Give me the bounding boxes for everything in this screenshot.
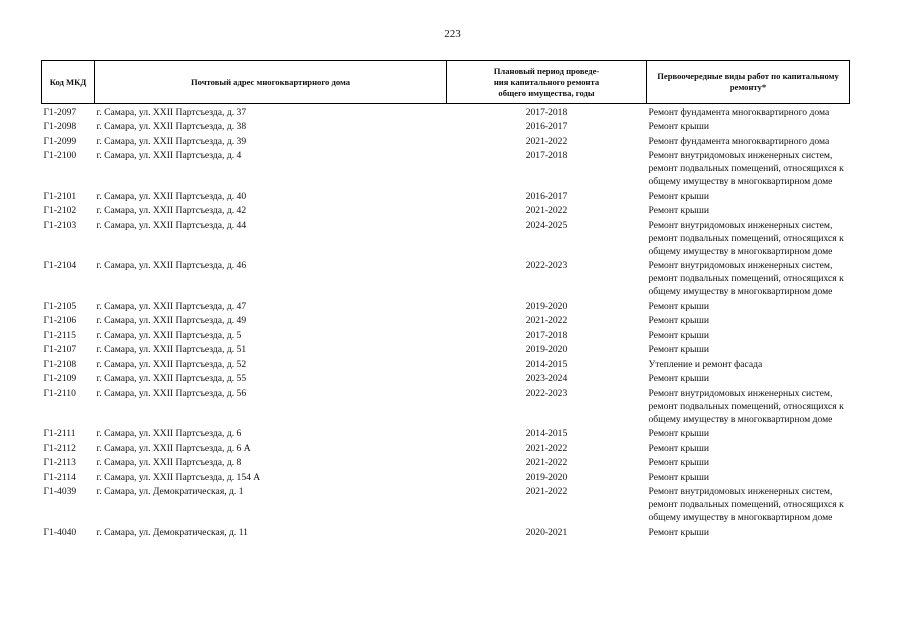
cell-address: г. Самара, ул. XXII Партсъезда, д. 42	[96, 205, 247, 216]
cell-works	[647, 313, 850, 328]
cell-code: Г1-2109	[43, 373, 77, 384]
cell-address: г. Самара, ул. XXII Партсъезда, д. 49	[96, 315, 247, 326]
cell-code: Г1-2113	[43, 457, 76, 468]
cell-works	[647, 188, 850, 203]
cell-code: Г1-2111	[43, 428, 76, 439]
cell-code: Г1-4039	[43, 486, 77, 497]
works-line: Ремонт крыши	[648, 344, 709, 355]
table-row	[42, 327, 850, 342]
header-period	[447, 61, 647, 104]
cell-period: 2020-2021	[525, 526, 568, 538]
table-row	[42, 440, 850, 455]
cell-code: Г1-2110	[43, 387, 76, 399]
table-row	[42, 469, 850, 484]
cell-works	[647, 385, 850, 426]
cell-period: 2017-2018	[525, 150, 568, 161]
cell-code: Г1-2097	[43, 106, 77, 118]
cell-works	[647, 469, 850, 484]
table-row	[42, 104, 850, 119]
cell-code: Г1-4040	[43, 526, 77, 538]
cell-works	[647, 524, 850, 539]
cell-works	[647, 148, 850, 189]
cell-works	[647, 455, 850, 470]
cell-works	[647, 440, 850, 455]
cell-address: г. Самара, ул. XXII Партсъезда, д. 4	[96, 150, 242, 161]
cell-period: 2021-2022	[525, 442, 568, 454]
table-row	[42, 385, 850, 426]
table-row	[42, 148, 850, 189]
cell-address: г. Самара, ул. XXII Партсъезда, д. 154 А	[96, 471, 261, 483]
header-period-line: общего имущества, годы	[498, 87, 595, 98]
cell-works	[647, 484, 850, 525]
cell-period: 2021-2022	[525, 205, 568, 216]
works-line: общему имуществу в многоквартирном доме	[648, 512, 833, 523]
cell-address: г. Самара, ул. XXII Партсъезда, д. 8	[96, 457, 242, 468]
cell-period: 2014-2015	[525, 428, 568, 439]
cell-period: 2022-2023	[525, 387, 568, 399]
cell-period: 2016-2017	[525, 190, 568, 202]
works-line: Ремонт внутридомовых инженерных систем,	[648, 219, 833, 231]
table-row	[42, 356, 850, 371]
cell-address: г. Самара, ул. Демократическая, д. 1	[96, 486, 244, 497]
works-line: Ремонт крыши	[648, 315, 709, 326]
cell-address: г. Самара, ул. XXII Партсъезда, д. 37	[96, 106, 247, 118]
cell-address: г. Самара, ул. XXII Партсъезда, д. 55	[96, 373, 247, 384]
cell-period: 2016-2017	[525, 121, 568, 132]
cell-works	[647, 104, 850, 119]
cell-address: г. Самара, ул. XXII Партсъезда, д. 5	[96, 329, 242, 341]
cell-code: Г1-2112	[43, 442, 76, 454]
cell-code: Г1-2115	[43, 329, 76, 341]
works-line: Ремонт крыши	[648, 373, 709, 384]
works-line: Ремонт крыши	[648, 329, 709, 341]
works-line: Ремонт крыши	[648, 457, 709, 468]
header-address: Почтовый адрес многоквартирного дома	[95, 61, 447, 104]
table-row	[42, 313, 850, 328]
cell-address: г. Самара, ул. Демократическая, д. 11	[96, 526, 248, 538]
header-code: Код МКД	[42, 61, 95, 104]
header-works	[647, 61, 850, 104]
works-line: Ремонт фундамента многоквартирного дома	[648, 106, 830, 118]
header-works-line: Первоочередные виды работ по капитальному	[657, 71, 839, 81]
cell-works	[647, 426, 850, 441]
page-number: 223	[444, 28, 461, 40]
cell-code: Г1-2114	[43, 471, 76, 483]
cell-address: г. Самара, ул. XXII Партсъезда, д. 52	[96, 358, 247, 370]
cell-code: Г1-2108	[43, 358, 77, 370]
works-line: Ремонт крыши	[648, 205, 709, 216]
cell-period: 2023-2024	[525, 373, 568, 384]
header-period-line: Плановый период проведе-	[493, 65, 600, 76]
works-line: общему имуществу в многоквартирном доме	[648, 245, 833, 257]
cell-period: 2019-2020	[525, 471, 568, 483]
table-header-row	[42, 61, 850, 104]
table-row	[42, 217, 850, 258]
cell-period: 2021-2022	[525, 486, 568, 497]
works-line: общему имуществу в многоквартирном доме	[648, 286, 833, 297]
cell-address: г. Самара, ул. XXII Партсъезда, д. 44	[96, 219, 247, 231]
cell-code: Г1-2104	[43, 260, 77, 271]
cell-works	[647, 258, 850, 299]
works-line: общему имуществу в многоквартирном доме	[648, 413, 833, 425]
cell-works	[647, 371, 850, 386]
cell-works	[647, 356, 850, 371]
cell-address: г. Самара, ул. XXII Партсъезда, д. 6 А	[96, 442, 251, 454]
works-line: ремонт подвальных помещений, относящихся к	[648, 499, 844, 510]
works-line: Ремонт крыши	[648, 526, 709, 538]
table-row	[42, 188, 850, 203]
works-line: ремонт подвальных помещений, относящихся к	[648, 273, 844, 284]
cell-works	[647, 217, 850, 258]
cell-code: Г1-2106	[43, 315, 77, 326]
cell-works	[647, 133, 850, 148]
cell-works	[647, 298, 850, 313]
works-line: ремонт подвальных помещений, относящихся к	[648, 232, 844, 244]
header-works-line: ремонту*	[729, 82, 767, 92]
cell-address: г. Самара, ул. XXII Партсъезда, д. 46	[96, 260, 247, 271]
works-line: Ремонт внутридомовых инженерных систем,	[648, 150, 833, 161]
cell-period: 2024-2025	[525, 219, 568, 231]
cell-code: Г1-2102	[43, 205, 77, 216]
table-row	[42, 119, 850, 134]
cell-period: 2021-2022	[525, 315, 568, 326]
cell-address: г. Самара, ул. XXII Партсъезда, д. 51	[96, 344, 247, 355]
table-row	[42, 133, 850, 148]
table-row	[42, 298, 850, 313]
cell-address: г. Самара, ул. XXII Партсъезда, д. 47	[96, 300, 247, 312]
table-row	[42, 484, 850, 525]
table-row	[42, 426, 850, 441]
cell-works	[647, 203, 850, 218]
cell-period: 2019-2020	[525, 300, 568, 312]
works-line: Ремонт внутридомовых инженерных систем,	[648, 260, 833, 271]
cell-code: Г1-2107	[43, 344, 77, 355]
cell-works	[647, 119, 850, 134]
works-line: Ремонт фундамента многоквартирного дома	[648, 135, 830, 147]
cell-address: г. Самара, ул. XXII Партсъезда, д. 38	[96, 121, 247, 132]
table-row	[42, 455, 850, 470]
cell-code: Г1-2100	[43, 150, 77, 161]
cell-period: 2017-2018	[525, 106, 568, 118]
cell-period: 2017-2018	[525, 329, 568, 341]
works-line: Утепление и ремонт фасада	[648, 358, 763, 370]
cell-code: Г1-2103	[43, 219, 77, 231]
cell-address: г. Самара, ул. XXII Партсъезда, д. 56	[96, 387, 247, 399]
works-line: общему имуществу в многоквартирном доме	[648, 176, 833, 187]
header-period-line: ния капитального ремонта	[493, 76, 600, 87]
table-row	[42, 342, 850, 357]
table-row	[42, 371, 850, 386]
works-line: Ремонт крыши	[648, 121, 709, 132]
capital-repair-table	[41, 60, 850, 539]
cell-period: 2021-2022	[525, 457, 568, 468]
works-line: Ремонт крыши	[648, 190, 709, 202]
cell-code: Г1-2099	[43, 135, 77, 147]
cell-address: г. Самара, ул. XXII Партсъезда, д. 6	[96, 428, 242, 439]
cell-period: 2022-2023	[525, 260, 568, 271]
cell-address: г. Самара, ул. XXII Партсъезда, д. 40	[96, 190, 247, 202]
works-line: Ремонт крыши	[648, 471, 709, 483]
works-line: Ремонт крыши	[648, 442, 709, 454]
cell-period: 2019-2020	[525, 344, 568, 355]
cell-works	[647, 327, 850, 342]
table-body	[42, 104, 850, 539]
works-line: ремонт подвальных помещений, относящихся к	[648, 400, 844, 412]
cell-period: 2021-2022	[525, 135, 568, 147]
table-row	[42, 203, 850, 218]
works-line: Ремонт внутридомовых инженерных систем,	[648, 486, 833, 497]
table-row	[42, 258, 850, 299]
works-line: Ремонт внутридомовых инженерных систем,	[648, 387, 833, 399]
works-line: ремонт подвальных помещений, относящихся к	[648, 163, 844, 174]
table-row	[42, 524, 850, 539]
cell-code: Г1-2101	[43, 190, 77, 202]
cell-code: Г1-2098	[43, 121, 77, 132]
cell-code: Г1-2105	[43, 300, 77, 312]
cell-period: 2014-2015	[525, 358, 568, 370]
works-line: Ремонт крыши	[648, 428, 709, 439]
cell-address: г. Самара, ул. XXII Партсъезда, д. 39	[96, 135, 247, 147]
works-line: Ремонт крыши	[648, 300, 709, 312]
cell-works	[647, 342, 850, 357]
